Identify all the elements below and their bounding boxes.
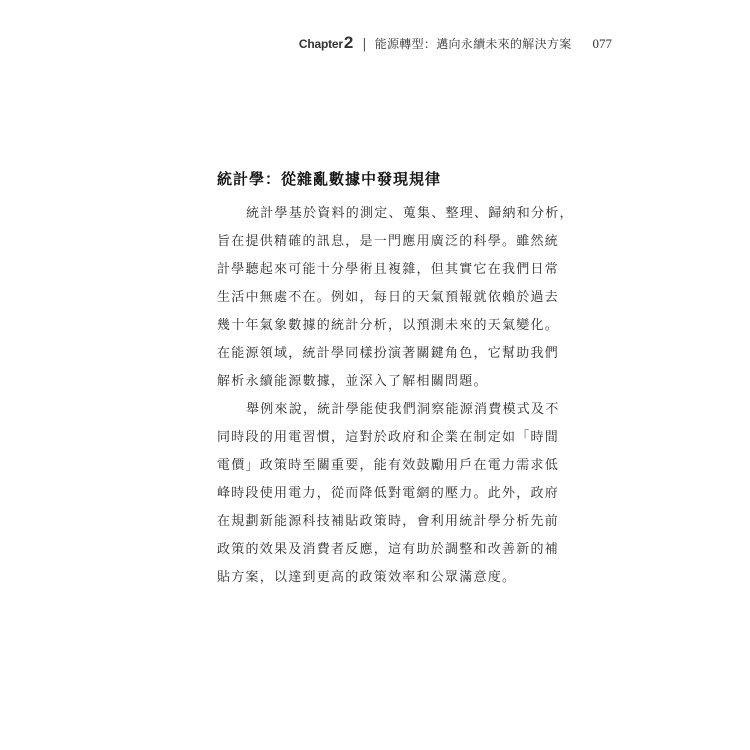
text-line: 解析永續能源數據，並深入了解相關問題。 xyxy=(217,374,488,389)
text-line: 計學聽起來可能十分學術且複雜，但其實它在我們日常 xyxy=(217,262,560,277)
text-line: 貼方案，以達到更高的政策效率和公眾滿意度。 xyxy=(217,570,517,585)
paragraph-2 xyxy=(217,396,574,592)
section-heading: 統計學：從雜亂數據中發現規律 xyxy=(217,170,442,188)
chapter-number: 2 xyxy=(343,33,354,52)
text-line: 電價」政策時至關重要，能有效鼓勵用戶在電力需求低 xyxy=(217,458,560,473)
page-number: 077 xyxy=(592,36,612,51)
running-header xyxy=(299,33,612,53)
text-line: 旨在提供精確的訊息，是一門應用廣泛的科學。雖然統 xyxy=(217,234,560,249)
header-separator: | xyxy=(362,37,367,52)
text-line: 同時段的用電習慣，這對於政府和企業在制定如「時間 xyxy=(217,430,560,445)
text-line: 舉例來說，統計學能使我們洞察能源消費模式及不 xyxy=(246,402,560,417)
text-line: 在能源領域，統計學同樣扮演著關鍵角色，它幫助我們 xyxy=(217,346,560,361)
text-line: 政策的效果及消費者反應，這有助於調整和改善新的補 xyxy=(217,542,560,557)
chapter-title: 能源轉型：邁向永續未來的解決方案 xyxy=(374,37,572,51)
text-line: 峰時段使用電力，從而降低對電網的壓力。此外，政府 xyxy=(217,486,560,501)
body-text xyxy=(217,200,574,592)
paragraph-1 xyxy=(217,200,574,396)
text-line: 幾十年氣象數據的統計分析，以預測未來的天氣變化。 xyxy=(217,318,560,333)
chapter-label: Chapter xyxy=(298,37,343,51)
text-line: 生活中無處不在。例如，每日的天氣預報就依賴於過去 xyxy=(217,290,560,305)
text-line: 統計學基於資料的測定、蒐集、整理、歸納和分析， xyxy=(246,206,574,221)
text-line: 在規劃新能源科技補貼政策時，會利用統計學分析先前 xyxy=(217,514,560,529)
